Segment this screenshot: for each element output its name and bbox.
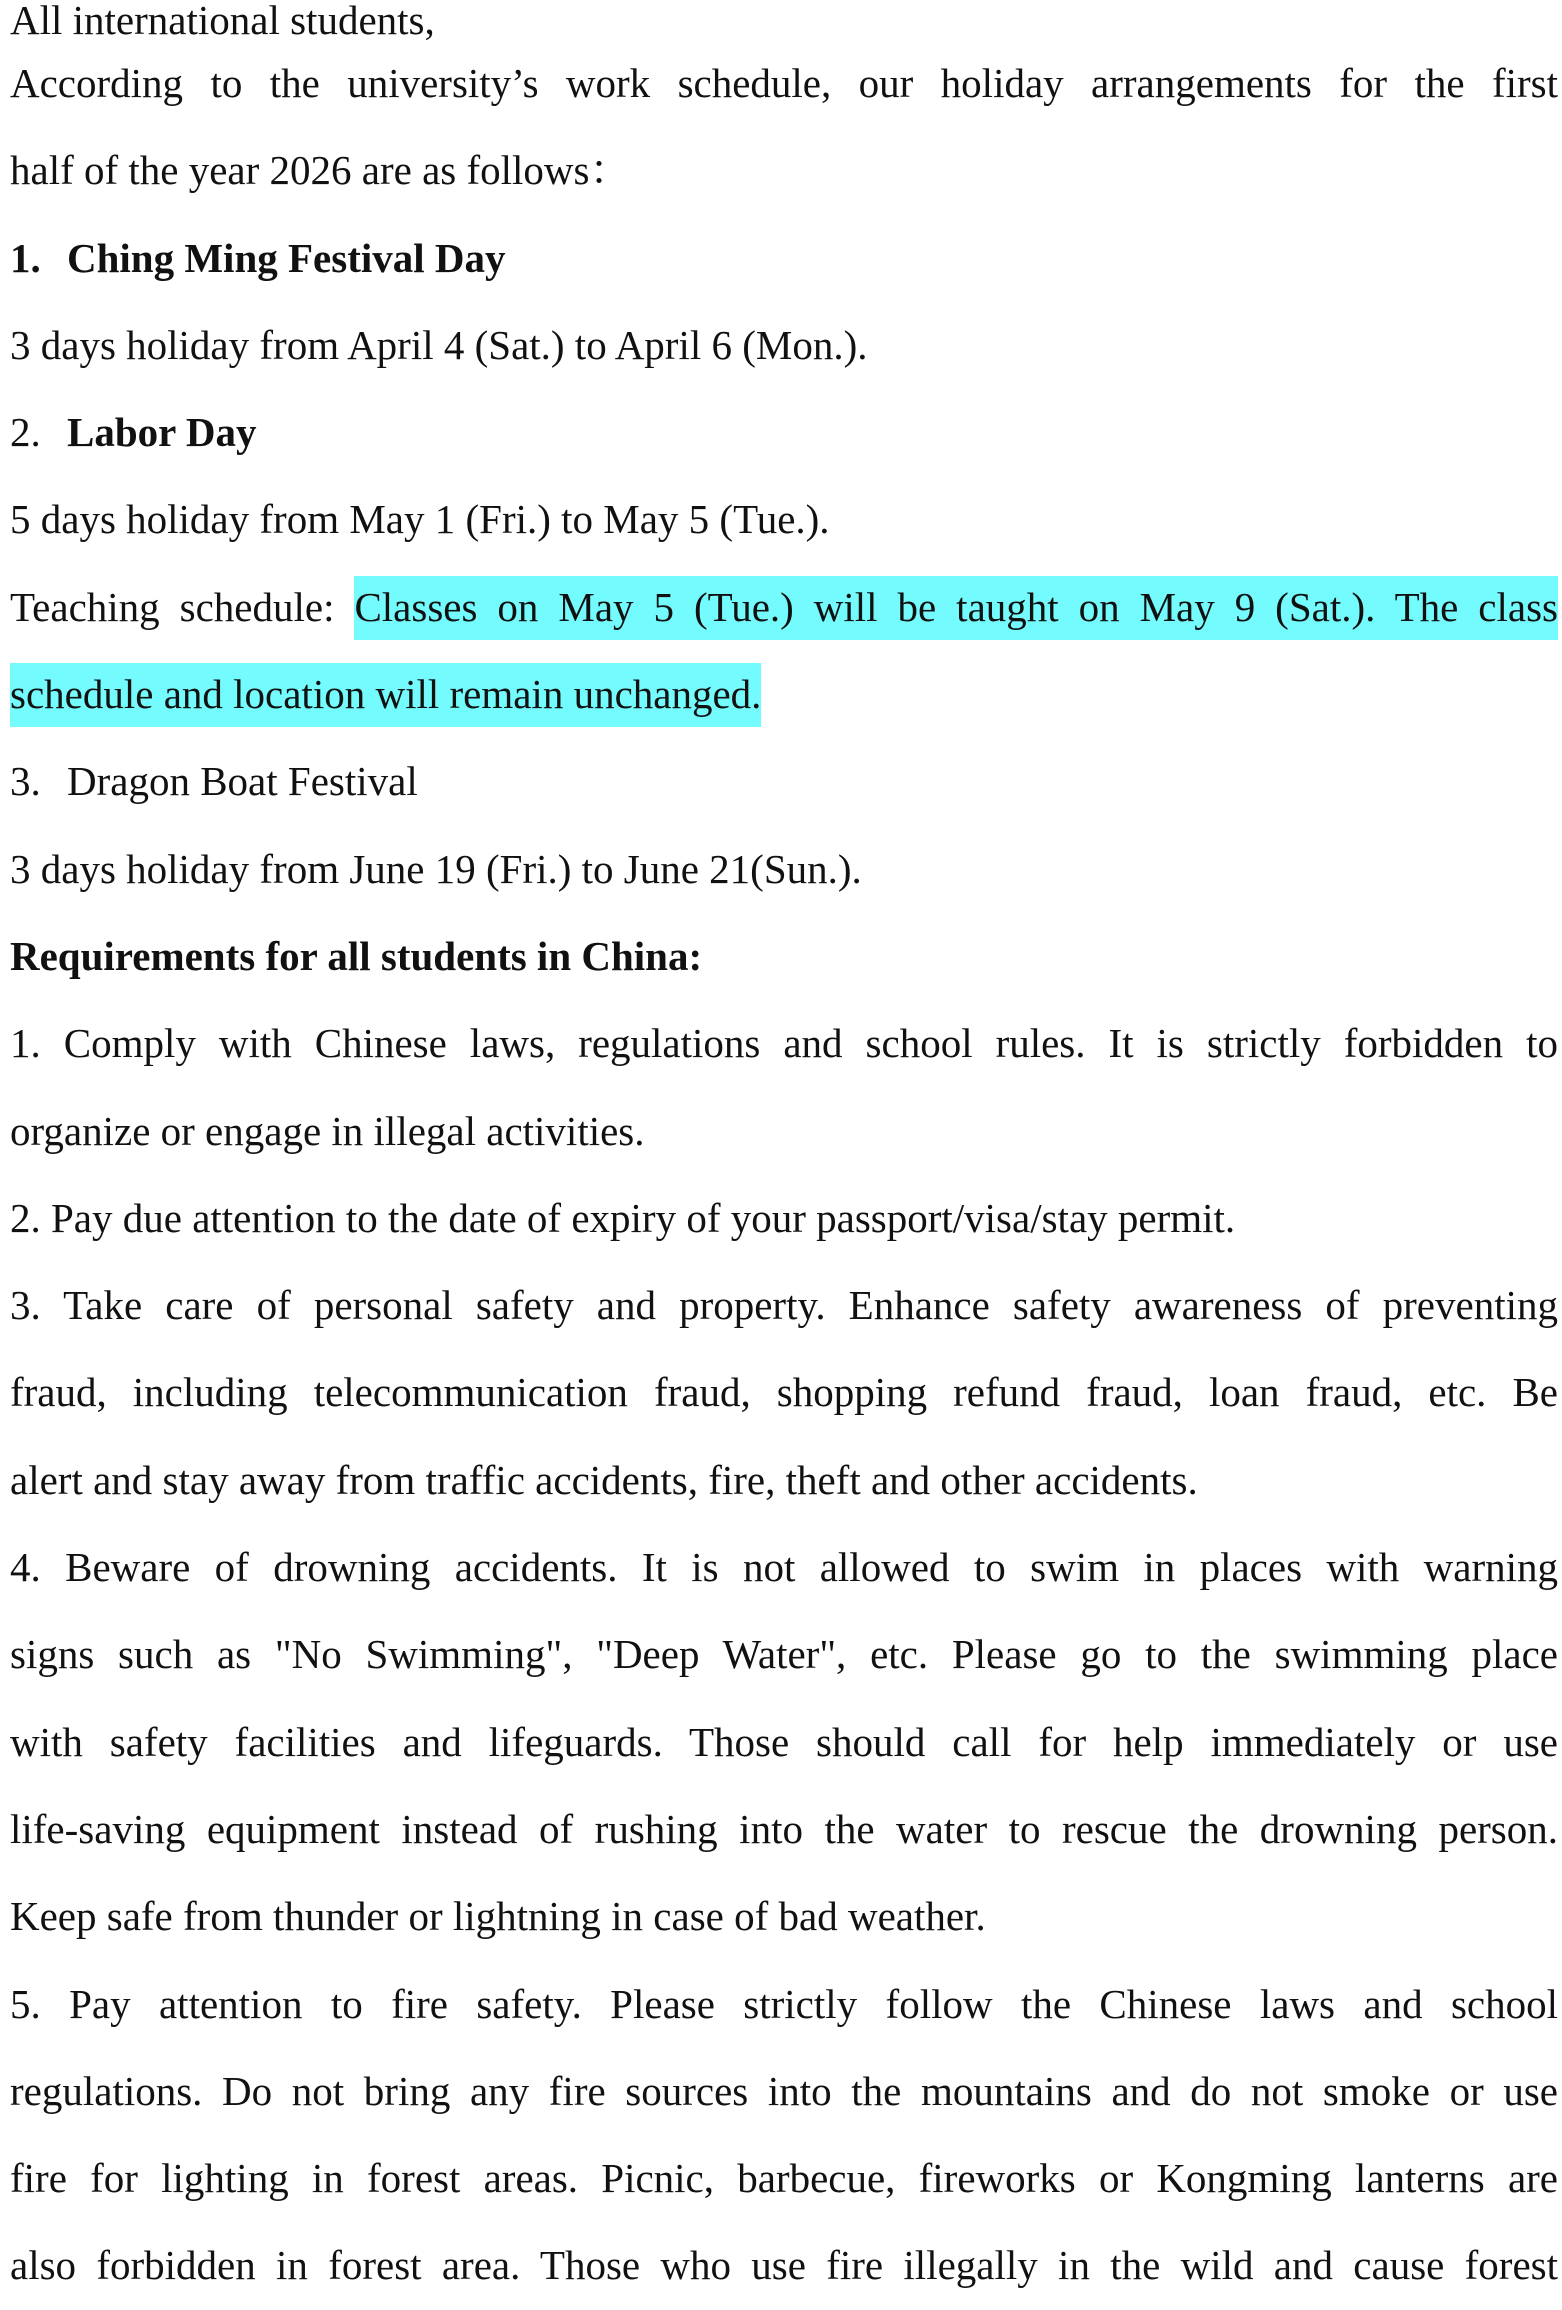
teaching-schedule-label: Teaching schedule: <box>10 583 355 630</box>
requirement-4-line-2: signs such as "No Swimming", "Deep Water", etc. Please go to the swimming place <box>10 1631 1558 1678</box>
requirement-4-line-4: life-saving equipment instead of rushing into the water to rescue the drowning person. <box>10 1805 1558 1852</box>
requirement-5-line-2: regulations. Do not bring any fire sources into the mountains and do not smoke or use <box>10 2067 1558 2114</box>
requirement-5-line-4: also forbidden in forest area. Those who use fire illegally in the wild and cause forest <box>10 2242 1558 2289</box>
intro-line-2: half of the year 2026 are as follows： <box>10 147 631 194</box>
requirement-4-line-3: with safety facilities and lifeguards. Those should call for help immediately or use <box>10 1718 1558 1765</box>
requirement-3-line-3: alert and stay away from traffic accidents, fire, theft and other accidents. <box>10 1456 1198 1503</box>
requirement-1-line-2: organize or engage in illegal activities. <box>10 1107 645 1154</box>
holiday-3-number: 3. <box>10 758 41 805</box>
intro-line-1: According to the university’s work schedule, our holiday arrangements for the first <box>10 60 1558 106</box>
holiday-2-detail: 5 days holiday from May 1 (Fri.) to May 5 (Tue.). <box>10 496 830 543</box>
holiday-3-name: Dragon Boat Festival <box>67 758 418 805</box>
requirement-3-line-2: fraud, including telecommunication fraud, shopping refund fraud, loan fraud, etc. Be <box>10 1369 1558 1416</box>
requirement-2-line-1: 2. Pay due attention to the date of expiry of your passport/visa/stay permit. <box>10 1194 1236 1241</box>
notice-document <box>10 0 1558 2310</box>
teaching-schedule-highlight-1: Classes on May 5 (Tue.) will be taught on May 9 (Sat.). The class <box>354 576 1558 640</box>
requirement-1-line-1: 1. Comply with Chinese laws, regulations and school rules. It is strictly forbidden to <box>10 1020 1558 1067</box>
requirement-4-line-5: Keep safe from thunder or lightning in case of bad weather. <box>10 1893 986 1940</box>
holiday-2-heading <box>10 389 1558 476</box>
greeting: All international students, <box>10 0 435 43</box>
holiday-2-number: 2. <box>10 409 41 456</box>
teaching-schedule-line-2 <box>10 651 1558 738</box>
requirement-5-line-3: fire for lighting in forest areas. Picnic, barbecue, fireworks or Kongming lanterns are <box>10 2155 1558 2202</box>
requirement-5-line-1: 5. Pay attention to fire safety. Please strictly follow the Chinese laws and school <box>10 1980 1558 2027</box>
teaching-schedule-highlight-2: schedule and location will remain unchanged. <box>10 663 761 727</box>
requirements-heading: Requirements for all students in China: <box>10 932 703 979</box>
holiday-1-name: Ching Ming Festival Day <box>67 234 506 281</box>
requirement-3-line-1: 3. Take care of personal safety and property. Enhance safety awareness of preventing <box>10 1282 1558 1329</box>
holiday-1-heading <box>10 215 1558 302</box>
requirement-4-line-1: 4. Beware of drowning accidents. It is not allowed to swim in places with warning <box>10 1544 1558 1591</box>
holiday-1-number: 1. <box>10 234 41 281</box>
holiday-2-name: Labor Day <box>67 409 257 456</box>
teaching-schedule-line-1 <box>10 564 1558 651</box>
holiday-3-detail: 3 days holiday from June 19 (Fri.) to June 21(Sun.). <box>10 845 862 892</box>
holiday-3-heading <box>10 738 1558 825</box>
holiday-1-detail: 3 days holiday from April 4 (Sat.) to April 6 (Mon.). <box>10 321 868 368</box>
